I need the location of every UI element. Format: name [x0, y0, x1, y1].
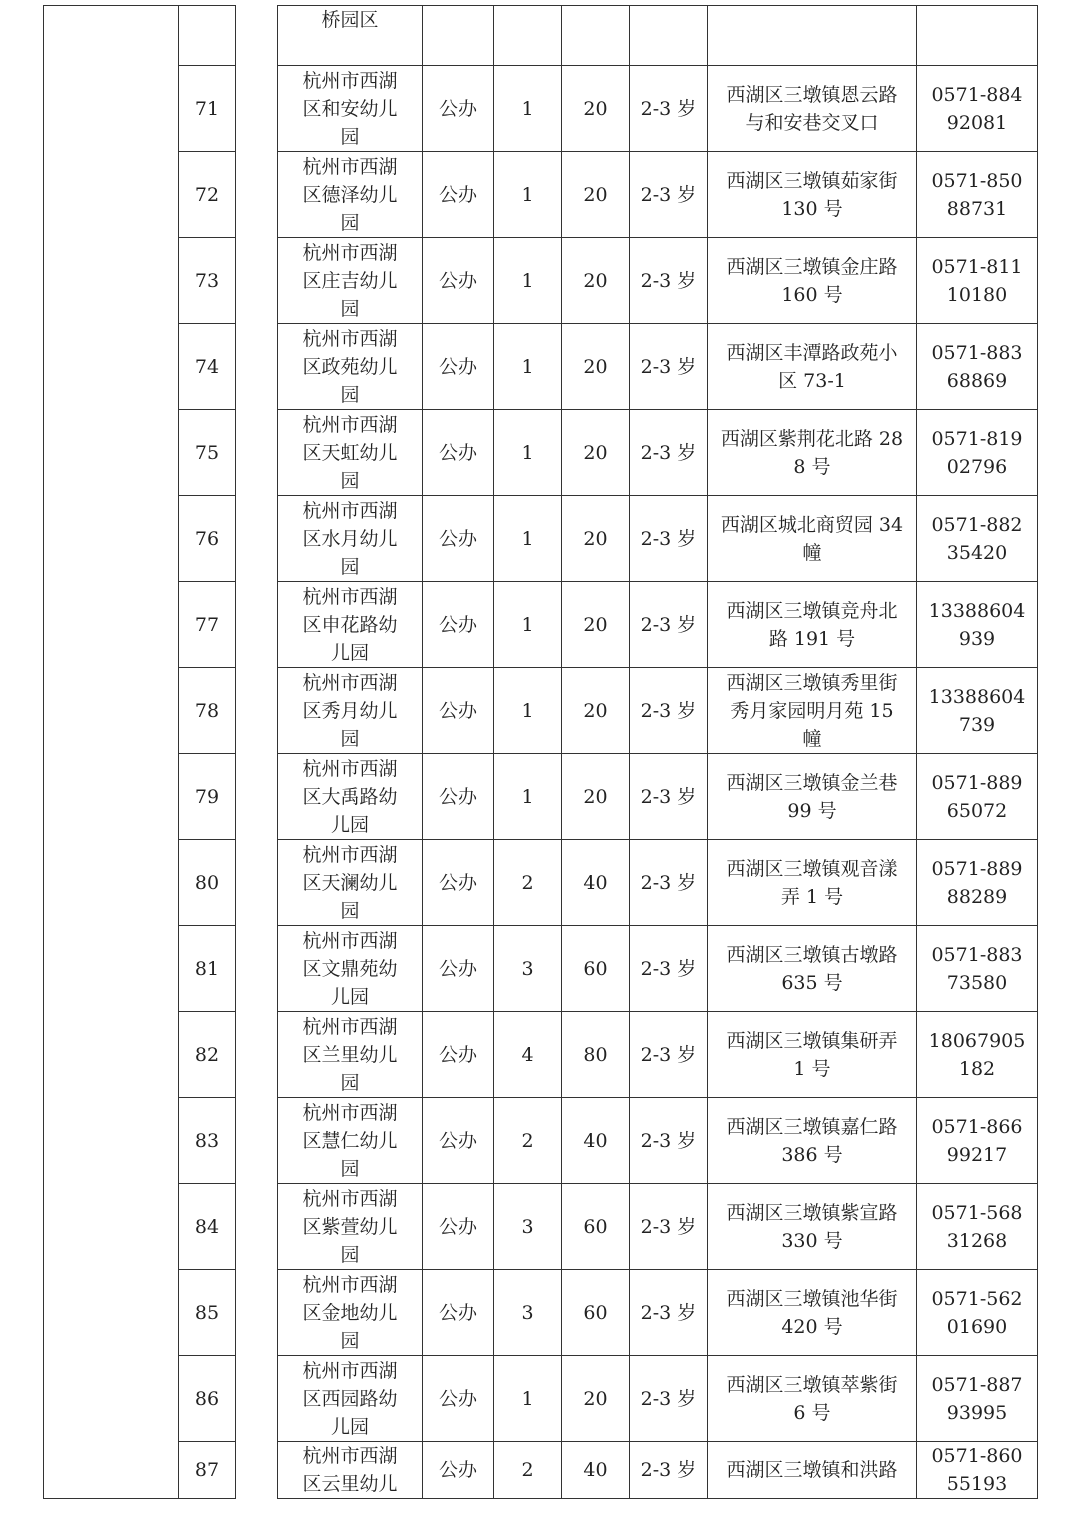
age-cell: 2-3 岁 — [630, 668, 708, 754]
classes-cell: 1 — [494, 66, 562, 152]
kindergarten-name: 桥园区 — [278, 6, 423, 66]
classes-cell: 1 — [494, 410, 562, 496]
index-cell: 74 — [179, 324, 236, 410]
age-cell: 2-3 岁 — [630, 410, 708, 496]
age-cell: 2-3 岁 — [630, 754, 708, 840]
index-cell: 84 — [179, 1184, 236, 1270]
age-cell: 2-3 岁 — [630, 324, 708, 410]
capacity-cell: 20 — [562, 668, 630, 754]
table-row — [44, 1184, 1038, 1270]
phone-cell: 0571-81902796 — [917, 410, 1038, 496]
type-cell: 公办 — [423, 238, 494, 324]
kindergarten-name: 杭州市西湖区德泽幼儿园 — [278, 152, 423, 238]
table-row — [44, 840, 1038, 926]
capacity-cell: 20 — [562, 238, 630, 324]
classes-cell: 1 — [494, 152, 562, 238]
kindergarten-name: 杭州市西湖区水月幼儿园 — [278, 496, 423, 582]
table-row — [44, 1442, 1038, 1499]
address-cell: 西湖区三墩镇集研弄 1 号 — [708, 1012, 917, 1098]
table-row — [44, 410, 1038, 496]
table-row — [44, 926, 1038, 1012]
phone-cell: 18067905182 — [917, 1012, 1038, 1098]
type-cell: 公办 — [423, 1356, 494, 1442]
kindergarten-name: 杭州市西湖区天澜幼儿园 — [278, 840, 423, 926]
classes-cell: 2 — [494, 1442, 562, 1499]
capacity-cell: 20 — [562, 66, 630, 152]
region-cell — [44, 6, 179, 1499]
capacity-cell — [562, 6, 630, 66]
type-cell: 公办 — [423, 1184, 494, 1270]
address-cell: 西湖区三墩镇紫宣路 330 号 — [708, 1184, 917, 1270]
type-cell: 公办 — [423, 152, 494, 238]
age-cell: 2-3 岁 — [630, 1442, 708, 1499]
index-cell: 75 — [179, 410, 236, 496]
phone-cell: 0571-88235420 — [917, 496, 1038, 582]
type-cell: 公办 — [423, 1012, 494, 1098]
capacity-cell: 20 — [562, 496, 630, 582]
capacity-cell: 40 — [562, 840, 630, 926]
age-cell: 2-3 岁 — [630, 1098, 708, 1184]
phone-cell: 0571-56831268 — [917, 1184, 1038, 1270]
index-cell: 85 — [179, 1270, 236, 1356]
address-cell: 西湖区三墩镇观音漾弄 1 号 — [708, 840, 917, 926]
age-cell: 2-3 岁 — [630, 1012, 708, 1098]
index-cell: 79 — [179, 754, 236, 840]
phone-cell: 13388604939 — [917, 582, 1038, 668]
phone-cell: 0571-88988289 — [917, 840, 1038, 926]
table-row — [44, 1098, 1038, 1184]
address-cell: 西湖区三墩镇秀里街秀月家园明月苑 15 幢 — [708, 668, 917, 754]
index-cell: 73 — [179, 238, 236, 324]
type-cell: 公办 — [423, 840, 494, 926]
type-cell: 公办 — [423, 668, 494, 754]
index-cell: 77 — [179, 582, 236, 668]
address-cell: 西湖区三墩镇恩云路与和安巷交叉口 — [708, 66, 917, 152]
classes-cell: 3 — [494, 926, 562, 1012]
age-cell: 2-3 岁 — [630, 152, 708, 238]
address-cell: 西湖区三墩镇竞舟北路 191 号 — [708, 582, 917, 668]
phone-cell: 0571-86699217 — [917, 1098, 1038, 1184]
kindergarten-name: 杭州市西湖区庄吉幼儿园 — [278, 238, 423, 324]
type-cell: 公办 — [423, 926, 494, 1012]
kindergarten-name: 杭州市西湖区西园路幼儿园 — [278, 1356, 423, 1442]
capacity-cell: 20 — [562, 152, 630, 238]
address-cell: 西湖区紫荆花北路 288 号 — [708, 410, 917, 496]
table-row — [44, 582, 1038, 668]
type-cell: 公办 — [423, 1270, 494, 1356]
kindergarten-table — [43, 5, 1038, 1499]
capacity-cell: 20 — [562, 410, 630, 496]
type-cell: 公办 — [423, 496, 494, 582]
index-cell: 71 — [179, 66, 236, 152]
index-cell — [179, 6, 236, 66]
age-cell: 2-3 岁 — [630, 1356, 708, 1442]
address-cell: 西湖区三墩镇金兰巷 99 号 — [708, 754, 917, 840]
kindergarten-name: 杭州市西湖区慧仁幼儿园 — [278, 1098, 423, 1184]
address-cell — [708, 6, 917, 66]
classes-cell: 1 — [494, 754, 562, 840]
capacity-cell: 20 — [562, 754, 630, 840]
classes-cell: 2 — [494, 840, 562, 926]
type-cell: 公办 — [423, 66, 494, 152]
classes-cell: 1 — [494, 496, 562, 582]
classes-cell: 3 — [494, 1270, 562, 1356]
table-row — [44, 1270, 1038, 1356]
capacity-cell: 20 — [562, 324, 630, 410]
index-cell: 82 — [179, 1012, 236, 1098]
address-cell: 西湖区三墩镇和洪路 — [708, 1442, 917, 1499]
capacity-cell: 60 — [562, 926, 630, 1012]
type-cell: 公办 — [423, 324, 494, 410]
age-cell: 2-3 岁 — [630, 1270, 708, 1356]
table-row — [44, 238, 1038, 324]
type-cell — [423, 6, 494, 66]
kindergarten-name: 杭州市西湖区金地幼儿园 — [278, 1270, 423, 1356]
capacity-cell: 80 — [562, 1012, 630, 1098]
kindergarten-name: 杭州市西湖区天虹幼儿园 — [278, 410, 423, 496]
age-cell — [630, 6, 708, 66]
index-cell: 87 — [179, 1442, 236, 1499]
index-cell: 72 — [179, 152, 236, 238]
classes-cell: 2 — [494, 1098, 562, 1184]
table-row — [44, 668, 1038, 754]
index-cell: 86 — [179, 1356, 236, 1442]
kindergarten-name: 杭州市西湖区紫萱幼儿园 — [278, 1184, 423, 1270]
classes-cell: 1 — [494, 1356, 562, 1442]
address-cell: 西湖区三墩镇池华街 420 号 — [708, 1270, 917, 1356]
phone-cell: 0571-85088731 — [917, 152, 1038, 238]
age-cell: 2-3 岁 — [630, 238, 708, 324]
classes-cell: 4 — [494, 1012, 562, 1098]
index-cell: 83 — [179, 1098, 236, 1184]
table-row — [44, 754, 1038, 840]
address-cell: 西湖区三墩镇金庄路 160 号 — [708, 238, 917, 324]
capacity-cell: 40 — [562, 1098, 630, 1184]
capacity-cell: 20 — [562, 1356, 630, 1442]
kindergarten-name: 杭州市西湖区政苑幼儿园 — [278, 324, 423, 410]
kindergarten-name: 杭州市西湖区文鼎苑幼儿园 — [278, 926, 423, 1012]
phone-cell: 0571-81110180 — [917, 238, 1038, 324]
kindergarten-name: 杭州市西湖区云里幼儿 — [278, 1442, 423, 1499]
phone-cell: 0571-88793995 — [917, 1356, 1038, 1442]
address-cell: 西湖区三墩镇萃紫街 6 号 — [708, 1356, 917, 1442]
address-cell: 西湖区丰潭路政苑小区 73-1 — [708, 324, 917, 410]
age-cell: 2-3 岁 — [630, 840, 708, 926]
table-row — [44, 152, 1038, 238]
age-cell: 2-3 岁 — [630, 1184, 708, 1270]
index-cell: 78 — [179, 668, 236, 754]
type-cell: 公办 — [423, 1442, 494, 1499]
phone-cell: 0571-86055193 — [917, 1442, 1038, 1499]
classes-cell: 1 — [494, 668, 562, 754]
kindergarten-name: 杭州市西湖区大禹路幼儿园 — [278, 754, 423, 840]
age-cell: 2-3 岁 — [630, 496, 708, 582]
table-row — [44, 324, 1038, 410]
address-cell: 西湖区三墩镇古墩路 635 号 — [708, 926, 917, 1012]
type-cell: 公办 — [423, 410, 494, 496]
address-cell: 西湖区三墩镇嘉仁路 386 号 — [708, 1098, 917, 1184]
phone-cell: 0571-88368869 — [917, 324, 1038, 410]
type-cell: 公办 — [423, 582, 494, 668]
type-cell: 公办 — [423, 1098, 494, 1184]
age-cell: 2-3 岁 — [630, 582, 708, 668]
blank-column-cell — [236, 6, 278, 1499]
age-cell: 2-3 岁 — [630, 66, 708, 152]
table-row — [44, 496, 1038, 582]
table-row — [44, 1356, 1038, 1442]
address-cell: 西湖区城北商贸园 34 幢 — [708, 496, 917, 582]
classes-cell: 1 — [494, 324, 562, 410]
capacity-cell: 60 — [562, 1270, 630, 1356]
phone-cell: 0571-88965072 — [917, 754, 1038, 840]
classes-cell: 1 — [494, 582, 562, 668]
capacity-cell: 60 — [562, 1184, 630, 1270]
phone-cell — [917, 6, 1038, 66]
classes-cell: 1 — [494, 238, 562, 324]
type-cell: 公办 — [423, 754, 494, 840]
phone-cell: 0571-88492081 — [917, 66, 1038, 152]
index-cell: 76 — [179, 496, 236, 582]
phone-cell: 0571-88373580 — [917, 926, 1038, 1012]
classes-cell — [494, 6, 562, 66]
age-cell: 2-3 岁 — [630, 926, 708, 1012]
capacity-cell: 40 — [562, 1442, 630, 1499]
phone-cell: 0571-56201690 — [917, 1270, 1038, 1356]
index-cell: 80 — [179, 840, 236, 926]
kindergarten-name: 杭州市西湖区申花路幼儿园 — [278, 582, 423, 668]
address-cell: 西湖区三墩镇茹家街 130 号 — [708, 152, 917, 238]
kindergarten-name: 杭州市西湖区和安幼儿园 — [278, 66, 423, 152]
capacity-cell: 20 — [562, 582, 630, 668]
kindergarten-name: 杭州市西湖区兰里幼儿园 — [278, 1012, 423, 1098]
table-row — [44, 1012, 1038, 1098]
phone-cell: 13388604739 — [917, 668, 1038, 754]
index-cell: 81 — [179, 926, 236, 1012]
table-row — [44, 66, 1038, 152]
kindergarten-name: 杭州市西湖区秀月幼儿园 — [278, 668, 423, 754]
table-row — [44, 6, 1038, 66]
classes-cell: 3 — [494, 1184, 562, 1270]
